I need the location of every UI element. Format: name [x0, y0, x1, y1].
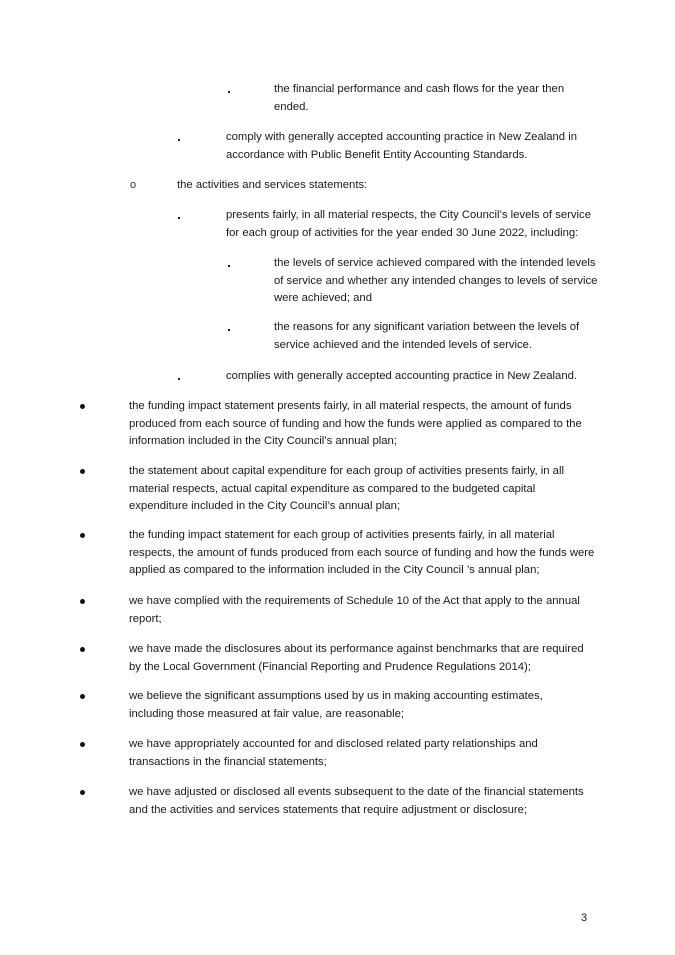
square-bullet-icon — [178, 368, 180, 387]
square-bullet-icon — [228, 255, 230, 274]
list-item — [0, 784, 675, 820]
list-item-text: we have appropriately accounted for and disclosed related party relationships and transactions in the financial statements; — [129, 738, 538, 768]
list-item — [0, 736, 675, 772]
list-item — [0, 81, 675, 117]
list-item-text: the funding impact statement presents fairly, in all material respects, the amount of funds produced from each source of funding and how the funds were applied as compared to the information included in the City Council’s annual plan; — [129, 400, 582, 447]
list-item — [0, 527, 675, 581]
list-item — [0, 177, 675, 195]
square-bullet-icon — [178, 129, 180, 148]
list-item-text: we have adjusted or disclosed all events subsequent to the date of the financial statements and the activities and services statements that require adjustment or disclosure; — [129, 786, 584, 816]
list-item-text: the funding impact statement for each group of activities presents fairly, in all material respects, the amount of funds produced from each source of funding and how the funds were applied as compared to the information included in the City Council ’s annual plan; — [129, 529, 595, 576]
list-item — [0, 129, 675, 165]
bullet-icon — [80, 398, 85, 416]
open-circle-bullet-icon: o — [130, 179, 137, 191]
list-item-text: the financial performance and cash flows for the year then ended. — [274, 83, 565, 113]
bullet-icon — [80, 463, 85, 481]
list-item — [0, 319, 675, 355]
list-item — [0, 688, 675, 724]
list-item — [0, 398, 675, 452]
bullet-icon — [80, 593, 85, 611]
list-item — [0, 593, 675, 629]
list-item — [0, 255, 675, 309]
square-bullet-icon — [228, 81, 230, 100]
bullet-icon — [80, 641, 85, 659]
bullet-icon — [80, 527, 85, 545]
list-item — [0, 641, 675, 677]
list-item-text: presents fairly, in all material respects, the City Council’s levels of service for each group of activities for the year ended 30 June 2022, including: — [226, 209, 591, 239]
list-item-text: the levels of service achieved compared with the intended levels of service and whether any intended changes to levels of service were achieved; and — [274, 257, 598, 304]
page-number: 3 — [581, 912, 588, 924]
list-item-text: we believe the significant assumptions used by us in making accounting estimates, including those measured at fair value, are reasonable; — [129, 690, 543, 720]
list-item-text: we have complied with the requirements of Schedule 10 of the Act that apply to the annual report; — [129, 595, 580, 625]
list-item — [0, 368, 675, 386]
list-item-text: complies with generally accepted accounting practice in New Zealand. — [226, 370, 578, 382]
list-item — [0, 463, 675, 517]
list-item-text: the statement about capital expenditure for each group of activities presents fairly, in all material respects, actual capital expenditure as compared to the budgeted capital expenditure included in the City Council’s annual plan; — [129, 465, 564, 512]
list-item-text: we have made the disclosures about its performance against benchmarks that are required by the Local Government (Financial Reporting and Prudence Regulations 2014); — [129, 643, 584, 673]
list-item-text: comply with generally accepted accounting practice in New Zealand in accordance with Public Benefit Entity Accounting Standards. — [226, 131, 578, 161]
bullet-icon — [80, 784, 85, 802]
bullet-icon — [80, 736, 85, 754]
square-bullet-icon — [228, 319, 230, 338]
list-item — [0, 207, 675, 243]
square-bullet-icon — [178, 207, 180, 226]
bullet-icon — [80, 688, 85, 706]
list-item-text: the activities and services statements: — [177, 179, 368, 191]
list-item-text: the reasons for any significant variation between the levels of service achieved and the intended levels of service. — [274, 321, 580, 351]
